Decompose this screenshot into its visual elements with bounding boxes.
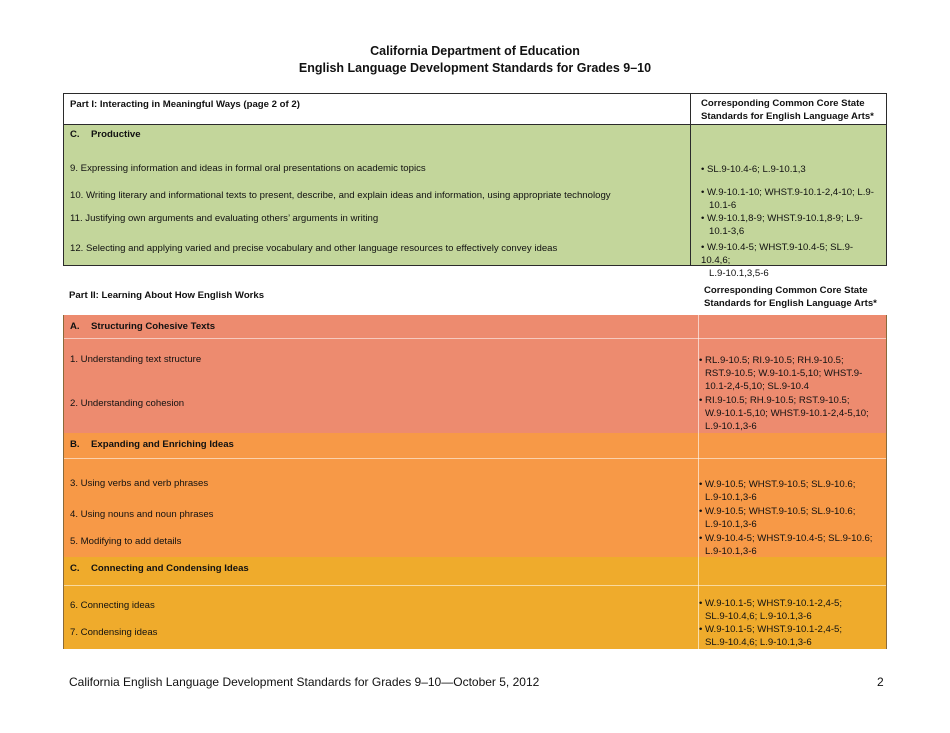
row-4-label: 4. Using nouns and noun phrases — [70, 509, 214, 520]
part1-row-10-std-line1: • W.9-10.1-10; WHST.9-10.1-2,4-10; L.9- — [701, 187, 874, 198]
row-2-standards — [699, 394, 879, 433]
row-1-std-line1: • RL.9-10.5; RI.9-10.5; RH.9-10.5; — [699, 355, 844, 366]
row-6-std-line1: • W.9-10.1-5; WHST.9-10.1-2,4-5; — [699, 598, 843, 609]
row-2-std-line2: W.9-10.1-5,10; WHST.9-10.1-2,4-5,10; — [705, 408, 869, 419]
part1-table — [63, 93, 887, 279]
part2-corr-line2: Standards for English Language Arts* — [704, 298, 877, 309]
row-4-standards — [699, 505, 879, 531]
part2-section-b — [64, 433, 886, 557]
row-6-std-line2: SL.9-10.4,6; L.9-10.1,3-6 — [705, 611, 812, 622]
row-6-label: 6. Connecting ideas — [70, 600, 155, 611]
row-3-label: 3. Using verbs and verb phrases — [70, 478, 209, 489]
part1-corr-header — [701, 97, 881, 123]
part1-row-9-standards — [701, 163, 881, 176]
part1-row-12-std-line2: L.9-10.1,3,5-6 — [709, 268, 769, 279]
part1-corr-line1: Corresponding Common Core State — [701, 98, 865, 109]
row-1-label: 1. Understanding text structure — [70, 354, 202, 365]
part2-header-row — [63, 283, 887, 315]
part2-section-c — [64, 557, 886, 649]
section-c-letter: C. — [70, 563, 80, 574]
page-number: 2 — [877, 675, 884, 689]
row-3-standards — [699, 478, 879, 504]
row-7-std-line2: SL.9-10.4,6; L.9-10.1,3-6 — [705, 637, 812, 648]
row-7-standards — [699, 623, 879, 649]
row-7-label: 7. Condensing ideas — [70, 627, 158, 638]
part1-row-10-standards — [701, 186, 881, 212]
part1-row-10-std-line2: 10.1-6 — [709, 200, 737, 211]
header-line-2: English Language Development Standards for Grades 9–10 — [298, 61, 652, 75]
row-4-std-line2: L.9-10.1,3-6 — [705, 519, 757, 530]
header-line-1: California Department of Education — [370, 44, 580, 58]
row-7-std-line1: • W.9-10.1-5; WHST.9-10.1-2,4-5; — [699, 624, 843, 635]
section-a-letter: A. — [70, 321, 80, 332]
row-3-std-line1: • W.9-10.5; WHST.9-10.5; SL.9-10.6; — [699, 479, 856, 490]
part2-corr-header — [704, 284, 884, 310]
row-2-std-line1: • RI.9-10.5; RH.9-10.5; RST.9-10.5; — [699, 395, 850, 406]
section-b-separator — [64, 458, 886, 459]
part1-row-9-label: 9. Expressing information and ideas in formal oral presentations on academic topics — [70, 163, 426, 174]
part2-section-a — [64, 315, 886, 433]
part1-row-11-label: 11. Justifying own arguments and evaluating others’ arguments in writing — [70, 213, 379, 224]
part1-section-letter: C. — [70, 129, 80, 140]
part1-row-11-standards — [701, 212, 881, 238]
section-b-name: Expanding and Enriching Ideas — [91, 439, 234, 450]
row-3-std-line2: L.9-10.1,3-6 — [705, 492, 757, 503]
row-6-standards — [699, 597, 879, 623]
section-c-separator — [64, 585, 886, 586]
part1-row-9-std-line1: • SL.9-10.4-6; L.9-10.1,3 — [701, 164, 806, 175]
part1-row-11-std-line1: • W.9-10.1,8-9; WHST.9-10.1,8-9; L.9- — [701, 213, 863, 224]
row-1-std-line3: 10.1-2,4-5,10; SL.9-10.4 — [705, 381, 810, 392]
part2-table — [63, 315, 887, 649]
row-5-std-line2: L.9-10.1,3-6 — [705, 546, 757, 557]
part1-row-12-std-line1: • W.9-10.4-5; WHST.9-10.4-5; SL.9-10.4,6; — [701, 242, 854, 266]
row-1-std-line2: RST.9-10.5; W.9-10.1-5,10; WHST.9- — [705, 368, 863, 379]
row-2-label: 2. Understanding cohesion — [70, 398, 185, 409]
part2-title: Part II: Learning About How English Works — [69, 290, 265, 301]
row-2-std-line3: L.9-10.1,3-6 — [705, 421, 757, 432]
footer-text: California English Language Development Standards for Grades 9–10—October 5, 2012 — [69, 675, 540, 689]
part1-corr-line2: Standards for English Language Arts* — [701, 111, 874, 122]
part2-corr-line1: Corresponding Common Core State — [704, 285, 868, 296]
row-5-std-line1: • W.9-10.4-5; WHST.9-10.4-5; SL.9-10.6; — [699, 533, 873, 544]
part1-section-name: Productive — [91, 129, 141, 140]
section-a-separator — [64, 338, 886, 339]
row-1-standards — [699, 354, 879, 393]
document-header — [0, 43, 950, 77]
part1-row-11-std-line2: 10.1-3,6 — [709, 226, 745, 237]
part1-row-10-label: 10. Writing literary and informational texts to present, describe, and explain ideas and information, using appropriate technology — [70, 190, 611, 201]
row-5-label: 5. Modifying to add details — [70, 536, 182, 547]
row-5-standards — [699, 532, 879, 558]
part1-column-divider — [690, 94, 691, 265]
part1-row-12-standards — [701, 241, 881, 280]
part1-row-12-label: 12. Selecting and applying varied and precise vocabulary and other language resources to effectively convey ideas — [70, 243, 558, 254]
part1-title: Part I: Interacting in Meaningful Ways (page 2 of 2) — [70, 99, 300, 110]
section-c-name: Connecting and Condensing Ideas — [91, 563, 249, 574]
section-b-letter: B. — [70, 439, 80, 450]
row-4-std-line1: • W.9-10.5; WHST.9-10.5; SL.9-10.6; — [699, 506, 856, 517]
section-a-name: Structuring Cohesive Texts — [91, 321, 216, 332]
